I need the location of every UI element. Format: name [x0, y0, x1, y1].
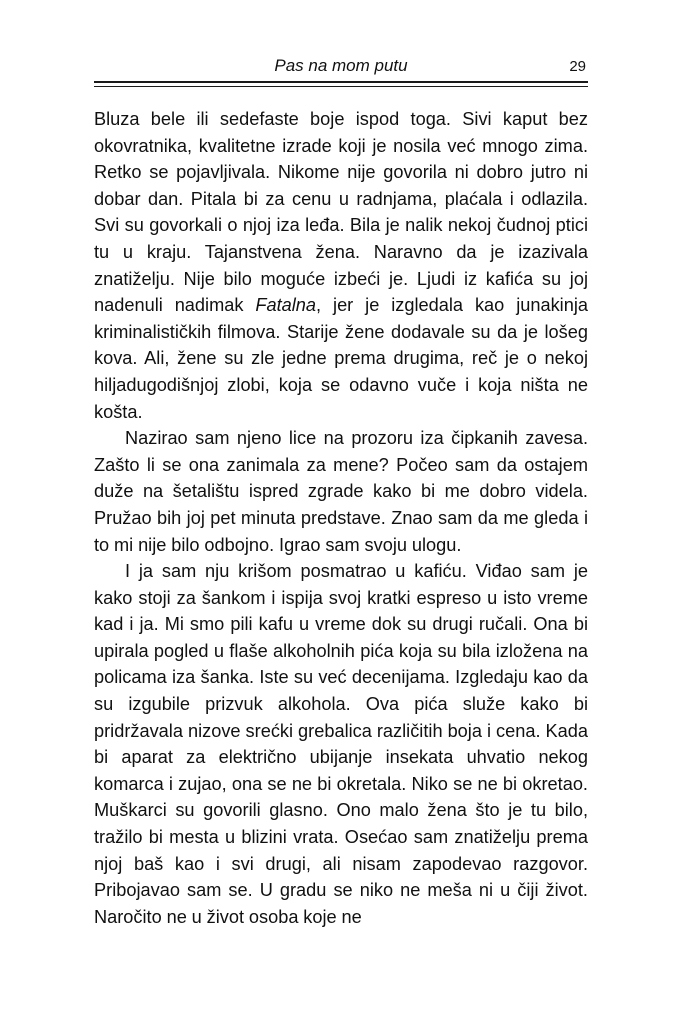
body-text	[94, 106, 588, 930]
paragraph-1-text-b: , jer je izgledala kao junakinja kriminalističkih filmova. Starije žene dodavale su da je lošeg kova. Ali, žene su zle jedne prema drugima, reč je o nekoj hiljadugodišnjoj zlobi, koja se odavno vuče i koja ništa ne košta.	[94, 295, 588, 422]
paragraph-1-text-a: Bluza bele ili sedefaste boje ispod toga. Sivi kaput bez okovratnika, kvalitetne izrade koji je nosila već mnogo zima. Retko se pojavljivala. Nikome nije govorila ni dobro jutro ni dobar dan. Pitala bi za cenu u radnjama, plaćala i odlazila. Svi su govorkali o njoj iza leđa. Bila je nalik nekoj čudnoj ptici tu u kraju. Tajanstvena žena. Naravno da je izazivala znatiželju. Nije bilo moguće izbeći je. Ljudi iz kafića su joj nadenuli nadimak	[94, 109, 588, 316]
paragraph-1	[94, 106, 588, 425]
header-rule-thick	[94, 81, 588, 83]
page-number: 29	[569, 58, 586, 75]
running-title: Pas na mom putu	[274, 56, 408, 75]
paragraph-2: Nazirao sam njeno lice na prozoru iza čipkanih zavesa. Zašto li se ona zanimala za mene? Počeo sam da ostajem duže na šetalištu ispred zgrade kako bi me dobro videla. Pružao bih joj pet minuta predstave. Znao sam da me gleda i to mi nije bilo odbojno. Igrao sam svoju ulogu.	[94, 428, 588, 555]
paragraph-3: I ja sam nju krišom posmatrao u kafiću. Viđao sam je kako stoji za šankom i ispija svoj kratki espreso u isto vreme kad i ja. Mi smo pili kafu u vreme dok su drugi ručali. Ona bi upirala pogled u flaše alkoholnih pića koja su bila izložena na policama iza šanka. Iste su već decenijama. Izgledaju kao da su izgubile prizvuk alkohola. Ova pića služe kako bi pridržavala nizove srećki grebalica različitih boja i cena. Kada bi aparat za električno ubijanje insekata uhvatio nekog komarca i zujao, ona se ne bi okretala. Niko se ne bi okretao. Muškarci su govorili glasno. Ono malo žena što je tu bilo, tražilo bi mesta u blizini vrata. Osećao sam znatiželju prema njoj baš kao i svi drugi, ali nisam zapodevao razgovor. Pribojavao sam se. U gradu se niko ne meša ni u čiji život. Naročito ne u život osoba koje ne	[94, 561, 588, 927]
running-header	[94, 56, 588, 78]
paragraph-1-italic: Fatalna	[255, 295, 317, 316]
header-rule-thin	[94, 86, 588, 87]
